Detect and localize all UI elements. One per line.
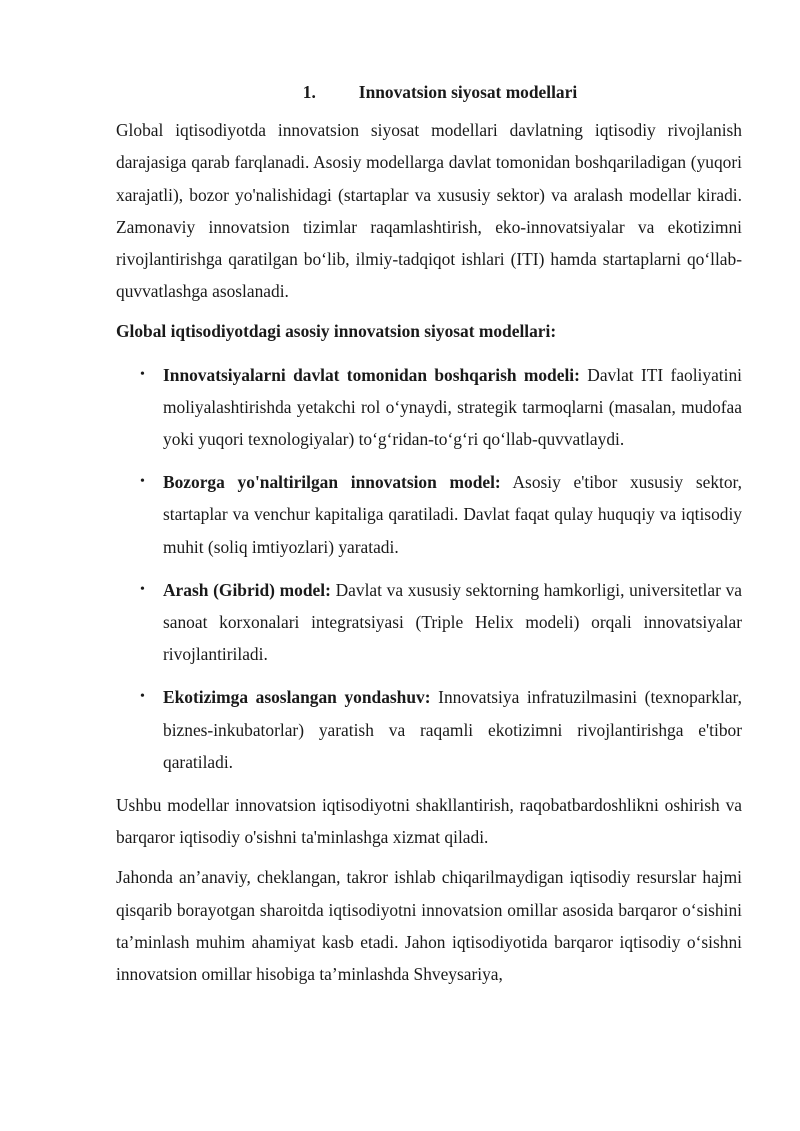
section-number: 1. [302, 82, 316, 102]
bullet-icon: • [140, 366, 145, 382]
model-text: Asosiy e'tibor xususiy sektor, startaplar va venchur kapitaliga qaratiladi. Davlat faqat qulay huquqiy va iqtisodiy muhit (soliq imtiyozlari) yaratadi. [163, 472, 743, 557]
model-title: Innovatsiyalarni davlat tomonidan boshqarish modeli: [163, 364, 580, 385]
summary-paragraph: Ushbu modellar innovatsion iqtisodiyotni shakllantirish, raqobatbardoshlikni oshirish va barqaror iqtisodiy o'sishni ta'minlashga xizmat qiladi. [116, 795, 742, 848]
bullet-icon: • [140, 689, 145, 705]
bullet-icon: • [140, 581, 145, 597]
model-text: Davlat va xususiy sektorning hamkorligi, universitetlar va sanoat korxonalari integratsiyasi (Triple Helix modeli) orqali innovatsiyalar rivojlantiriladi. [163, 579, 743, 665]
section-title: Innovatsion siyosat modellari [358, 82, 578, 102]
models-subheading: Global iqtisodiyotdagi asosiy innovatsion siyosat modellari: [116, 321, 557, 342]
model-text: Innovatsiya infratuzilmasini (texnoparklar, biznes-inkubatorlar) yaratish va raqamli ekotizimni rivojlantirishga e'tibor qaratiladi. [163, 687, 742, 772]
list-item-state-model [116, 359, 742, 456]
section-heading [116, 76, 742, 108]
list-item-hybrid-model [116, 574, 742, 671]
models-list [116, 359, 742, 778]
list-item-market-model [116, 466, 742, 563]
model-title: Ekotizimga asoslangan yondashuv: [163, 687, 431, 708]
document-page [116, 76, 742, 998]
model-title: Bozorga yo'naltirilgan innovatsion model: [163, 472, 501, 493]
model-text: Davlat ITI faoliyatini moliyalashtirishda yetakchi rol oʻynaydi, strategik tarmoqlarni (masalan, mudofaa yoki yuqori texnologiyalar) toʻgʻridan-toʻgʻri qoʻllab-quvvatlaydi. [163, 364, 742, 450]
bullet-icon: • [140, 474, 145, 490]
list-item-ecosystem-model [116, 681, 742, 778]
intro-paragraph: Global iqtisodiyotda innovatsion siyosat modellari davlatning iqtisodiy rivojlanish darajasiga qarab farqlanadi. Asosiy modellarga davlat tomonidan boshqariladigan (yuqori xarajatli), bozor yo'nalishidagi (startaplar va xususiy sektor) va aralash modellar kiradi. Zamonaviy innovatsion tizimlar raqamlashtirish, eko-innovatsiyalar va ekotizimni rivojlantirishga qaratilgan boʻlib, ilmiy-tadqiqot ishlari (ITI) hamda startaplarni qoʻllab-quvvatlashga asoslanadi. [116, 120, 742, 302]
model-title: Arash (Gibrid) model: [163, 579, 331, 600]
closing-paragraph: Jahonda an’anaviy, cheklangan, takror ishlab chiqarilmaydigan iqtisodiy resurslar hajmi qisqarib borayotgan sharoitda iqtisodiyotni innovatsion omillar asosida barqaror oʻsishini ta’minlash muhim ahamiyat kasb etadi. Jahon iqtisodiyotida barqaror iqtisodiy oʻsishni innovatsion omillar hisobiga ta’minlashda Shveysariya, [116, 867, 742, 985]
